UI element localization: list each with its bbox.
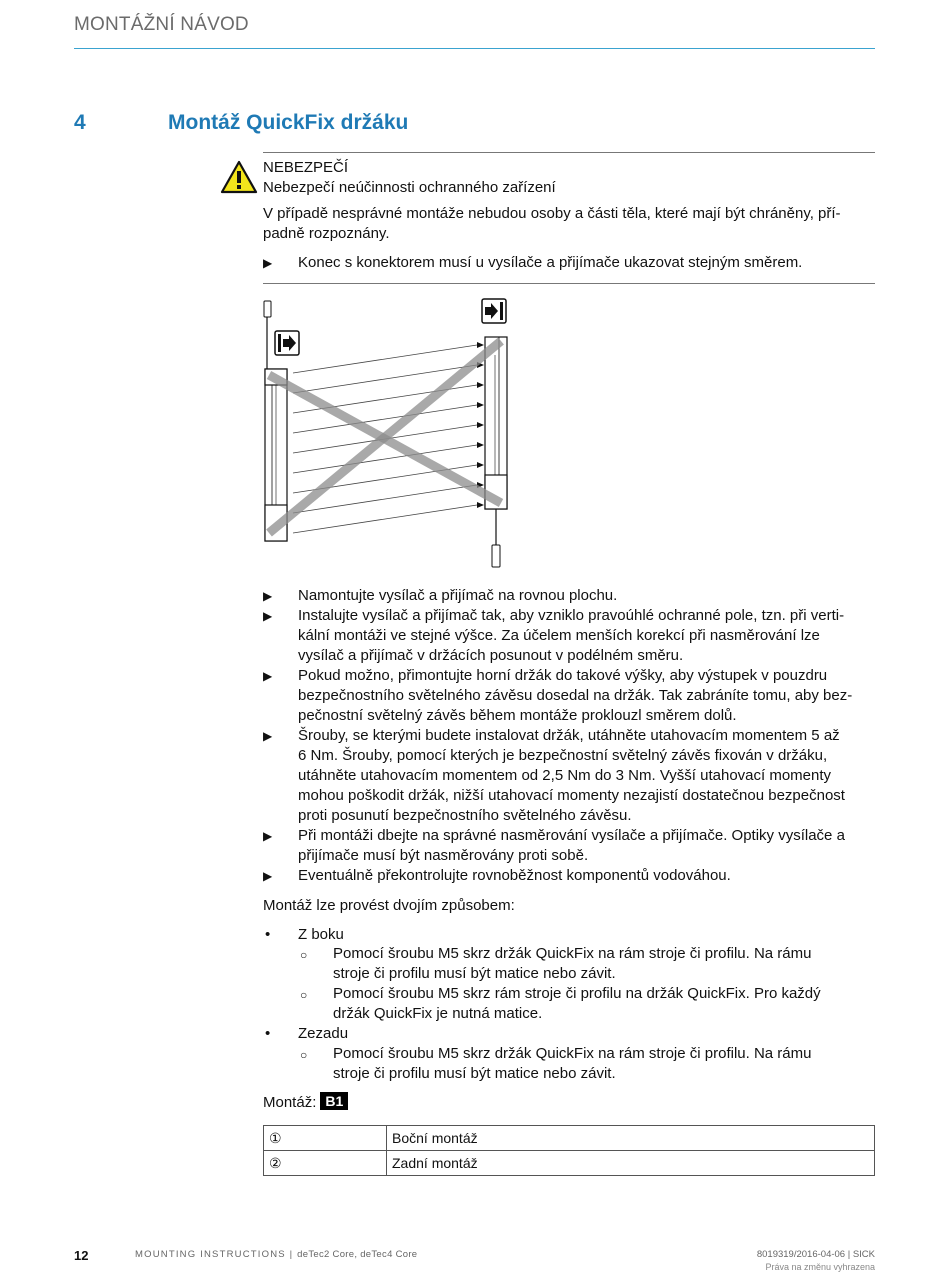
legend-num: ② <box>264 1151 387 1176</box>
step-arrow: ▶ <box>263 609 273 623</box>
method-line: stroje či profilu musí být matice nebo závit. <box>333 965 616 982</box>
step-line: vysílač a přijímač v držácích posunout v podélném směru. <box>298 647 684 664</box>
footer-page-number: 12 <box>74 1248 89 1263</box>
step-line: pečnostní světelný závěs během montáže proklouzl směrem dolů. <box>298 707 737 724</box>
step-line: proti posunutí bezpečnostního světelného závěsu. <box>298 807 632 824</box>
step-line: Šrouby, se kterými budete instalovat držák, utáhněte utahovacím momentem 5 až <box>298 727 840 744</box>
footer-doc <box>135 1249 417 1260</box>
method-line: Pomocí šroubu M5 skrz držák QuickFix na rám stroje či profilu. Na rámu <box>333 1045 812 1062</box>
bullet-dot: • <box>265 926 271 943</box>
warning-bottom-rule <box>263 283 875 284</box>
step-line: přijímače musí být nasměrovány proti sobě. <box>298 847 589 864</box>
method-line: stroje či profilu musí být matice nebo závit. <box>333 1065 616 1082</box>
method-line: Pomocí šroubu M5 skrz držák QuickFix na rám stroje či profilu. Na rámu <box>333 945 812 962</box>
header-title: MONTÁŽNÍ NÁVOD <box>74 14 249 35</box>
step-arrow: ▶ <box>263 729 273 743</box>
bullet-dot: • <box>265 1025 271 1042</box>
warning-step: Konec s konektorem musí u vysílače a přijímače ukazovat stejným směrem. <box>298 254 803 271</box>
footer-product: deTec2 Core, deTec4 Core <box>297 1249 418 1260</box>
warning-triangle-icon <box>220 160 258 194</box>
figure-badge[interactable]: B1 <box>320 1092 348 1110</box>
footer-rights: Práva na změnu vyhrazena <box>765 1262 875 1272</box>
step-arrow: ▶ <box>263 869 273 883</box>
montaz-label: Montáž: <box>263 1094 317 1111</box>
step-line: Pokud možno, přimontujte horní držák do takové výšky, aby výstupek v pouzdru <box>298 667 828 684</box>
sub-bullet: ○ <box>300 1048 308 1062</box>
table-row <box>264 1126 875 1151</box>
warning-body-line: V případě nesprávné montáže nebudou osoby a části těla, které mají být chráněny, pří- <box>263 205 841 222</box>
method-side: Z boku <box>298 926 344 943</box>
step-line: 6 Nm. Šrouby, pomocí kterých je bezpečnostní světelný závěs fixován v držáku, <box>298 747 828 764</box>
step-line: Namontujte vysílač a přijímač na rovnou plochu. <box>298 587 618 604</box>
arrow-right-icon <box>482 299 506 323</box>
step-line: bezpečnostního světelného závěsu dosedal na držák. Tak zabráníte tomu, aby bez- <box>298 687 853 704</box>
section-title: Montáž QuickFix držáku <box>168 111 409 134</box>
step-line: utáhněte utahovacím momentem od 2,5 Nm do 3 Nm. Vyšší utahovací momenty <box>298 767 832 784</box>
step-arrow: ▶ <box>263 669 273 683</box>
footer-ref: 8019319/2016-04-06 | SICK <box>756 1249 875 1260</box>
step-arrow: ▶ <box>263 256 273 270</box>
section-number: 4 <box>74 111 86 134</box>
method-line: držák QuickFix je nutná matice. <box>333 1005 543 1022</box>
method-rear: Zezadu <box>298 1025 349 1042</box>
step-line: mohou poškodit držák, nižší utahovací momenty nezajistí dostatečnou bezpečnost <box>298 787 845 804</box>
warning-body-line: padně rozpoznány. <box>263 225 390 242</box>
header-rule <box>74 48 875 49</box>
legend-text: Zadní montáž <box>387 1151 875 1176</box>
step-line: kální montáži ve stejné výšce. Za účelem menších korekcí při nasměrování lze <box>298 627 820 644</box>
warning-heading: NEBEZPEČÍ <box>263 159 349 176</box>
warning-subheading: Nebezpečí neúčinnosti ochranného zařízení <box>263 179 556 196</box>
step-arrow: ▶ <box>263 829 273 843</box>
legend-table <box>263 1125 875 1176</box>
step-arrow: ▶ <box>263 589 273 603</box>
legend-num: ① <box>264 1126 387 1151</box>
montaz-label-row <box>263 1092 348 1113</box>
methods-intro: Montáž lze provést dvojím způsobem: <box>263 897 515 914</box>
legend-text: Boční montáž <box>387 1126 875 1151</box>
step-line: Instalujte vysílač a přijímač tak, aby vzniklo pravoúhlé ochranné pole, tzn. při verti- <box>298 607 845 624</box>
light-curtain-illustration <box>255 295 525 580</box>
step-line: Eventuálně překontrolujte rovnoběžnost komponentů vodováhou. <box>298 867 731 884</box>
arrow-right-icon <box>275 331 299 355</box>
method-line: Pomocí šroubu M5 skrz rám stroje či profilu na držák QuickFix. Pro každý <box>333 985 821 1002</box>
table-row <box>264 1151 875 1176</box>
step-line: Při montáži dbejte na správné nasměrování vysílače a přijímače. Optiky vysílače a <box>298 827 845 844</box>
warning-top-rule <box>263 152 875 153</box>
sub-bullet: ○ <box>300 948 308 962</box>
footer-doc-type: MOUNTING INSTRUCTIONS | <box>135 1249 294 1260</box>
sub-bullet: ○ <box>300 988 308 1002</box>
